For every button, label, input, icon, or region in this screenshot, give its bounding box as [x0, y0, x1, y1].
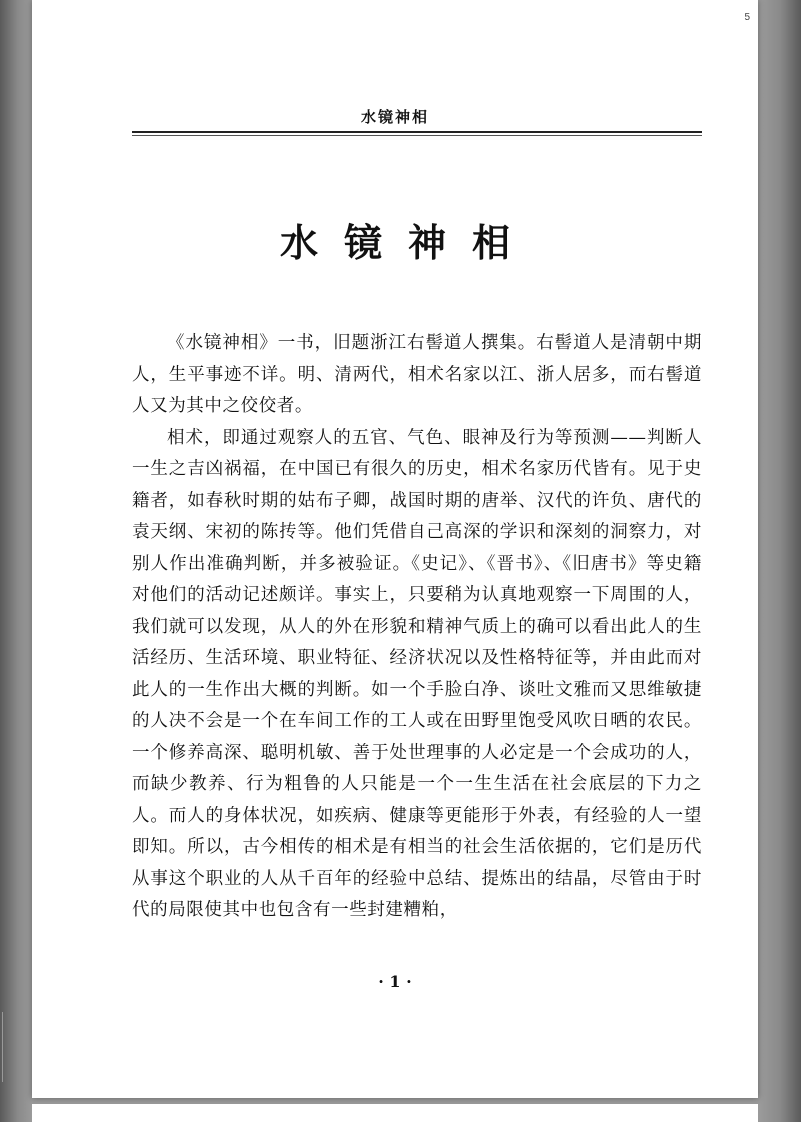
- page-folio: · 1 ·: [378, 972, 412, 991]
- running-header: 水镜神相: [360, 108, 429, 126]
- chapter-title: 水镜神相: [279, 220, 536, 265]
- header-rule-thin: [132, 135, 702, 136]
- paragraph-2: 相术，即通过观察人的五官、气色、眼神及行为等预测——判断人一生之吉凶祸福，在中国已有很久的历史，相术名家历代皆有。见于史籍者，如春秋时期的姑布子卿，战国时期的唐举、汉代的许负、唐代的袁天纲、宋初的陈抟等。他们凭借自己高深的学识和深刻的洞察力，对别人作出准确判断，并多被验证。《史记》、《晋书》、《旧唐书》等史籍对他们的活动记述颇详。事实上，只要稍为认真地观察一下周围的人，我们就可以发现，从人的外在形貌和精神气质上的确可以看出此人的生活经历、生活环境、职业特征、经济状况以及性格特征等，并由此而对此人的一生作出大概的判断。如一个手脸白净、谈吐文雅而又思维敏捷的人决不会是一个在车间工作的工人或在田野里饱受风吹日晒的农民。一个修养高深、聪明机敏、善于处世理事的人必定是一个会成功的人，而缺少教养、行为粗鲁的人只能是一个一生生活在社会底层的下力之人。而人的身体状况，如疾病、健康等更能形于外表，有经验的人一望即知。所以，古今相传的相术是有相当的社会生活依据的，它们是历代从事这个职业的人从千百年的经验中总结、提炼出的结晶，尽管由于时代的局限使其中也包含有一些封建糟粕，: [132, 427, 702, 920]
- next-page-edge: [32, 1104, 758, 1122]
- document-page: [32, 0, 758, 1098]
- paragraph-1: 《水镜神相》一书，旧题浙江右髻道人撰集。右髻道人是清朝中期人，生平事迹不详。明、清两代，相术名家以江、浙人居多，而右髻道人又为其中之佼佼者。: [132, 333, 702, 416]
- header-rule: [132, 131, 702, 133]
- body-text: [132, 328, 702, 927]
- scan-margin-mark: [2, 1012, 3, 1082]
- page-number-indicator: 5: [744, 12, 750, 23]
